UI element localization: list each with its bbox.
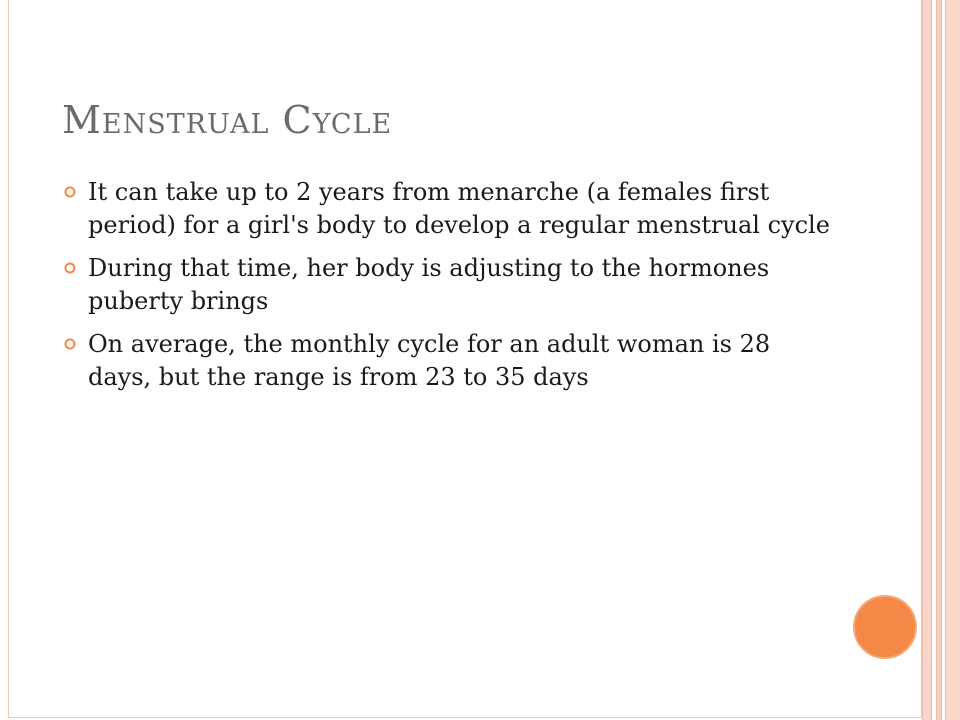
bullet-text: On average, the monthly cycle for an adult woman is 28 days, but the range is from 23 to 35 days bbox=[88, 330, 771, 391]
slide-title: Menstrual Cycle bbox=[62, 98, 393, 142]
bullet-item bbox=[64, 176, 834, 242]
bullet-text: It can take up to 2 years from menarche (a females first period) for a girl's body to develop a regular menstrual cycle bbox=[88, 178, 830, 239]
stripe-line bbox=[931, 0, 932, 720]
stripe-line bbox=[941, 0, 942, 720]
bullet-ring-icon bbox=[64, 186, 76, 198]
stripe-line bbox=[922, 0, 923, 720]
bullet-ring-icon bbox=[64, 262, 76, 274]
bullet-text: During that time, her body is adjusting to the hormones puberty brings bbox=[88, 254, 770, 315]
bullet-item bbox=[64, 252, 834, 318]
bullet-item bbox=[64, 328, 834, 394]
stripe-line bbox=[936, 0, 937, 720]
bullet-list bbox=[64, 176, 834, 404]
accent-circle bbox=[855, 597, 915, 657]
decorative-stripe bbox=[945, 0, 960, 720]
bullet-ring-icon bbox=[64, 338, 76, 350]
stripe-line bbox=[945, 0, 946, 720]
